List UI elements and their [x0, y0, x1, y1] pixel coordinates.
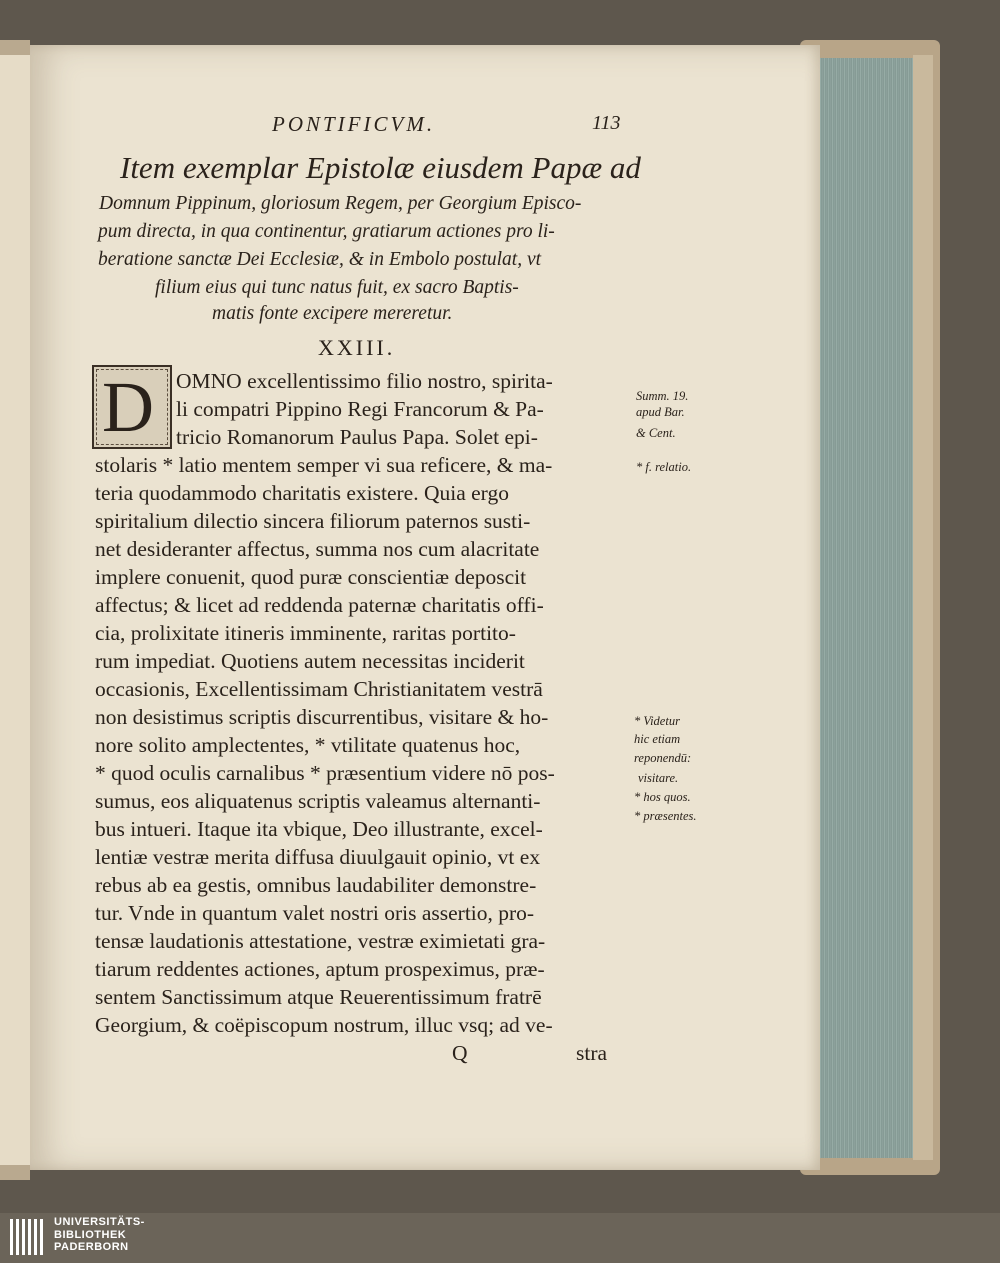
margin-note: apud Bar.	[636, 405, 685, 419]
page-number: 113	[592, 112, 621, 134]
signature-mark: Q	[452, 1041, 468, 1065]
library-footer	[0, 1213, 1000, 1263]
margin-note: & Cent.	[636, 426, 676, 440]
title-line-4: beratione sanctæ Dei Ecclesiæ, & in Embolo postulat, vt	[98, 249, 542, 270]
library-logo-icon	[10, 1219, 46, 1255]
body-line: rebus ab ea gestis, omnibus laudabiliter demonstre-	[95, 873, 537, 897]
margin-note: visitare.	[638, 771, 679, 785]
catchword: stra	[576, 1041, 608, 1065]
body-line: rum impediat. Quotiens autem necessitas inciderit	[95, 649, 525, 673]
initial-letter: D	[102, 367, 154, 447]
body-line: stolaris * latio mentem semper vi sua reficere, & ma-	[95, 453, 553, 477]
running-title: PONTIFICVM.	[272, 112, 436, 136]
body-line: net desideranter affectus, summa nos cum alacritate	[95, 537, 540, 561]
margin-note: * Videtur	[634, 714, 680, 728]
body-line: li compatri Pippino Regi Francorum & Pa-	[176, 397, 544, 421]
library-name	[54, 1216, 145, 1254]
body-line: spiritalium dilectio sincera filiorum paternos susti-	[95, 509, 531, 533]
library-name-line-2: BIBLIOTHEK	[54, 1228, 127, 1241]
page-edges	[808, 58, 916, 1158]
body-line: tiarum reddentes actiones, aptum prospeximus, præ-	[95, 957, 545, 981]
title-line-5: filium eius qui tunc natus fuit, ex sacro Baptis-	[155, 277, 519, 298]
body-line: affectus; & licet ad reddenda paternæ charitatis offi-	[95, 593, 544, 617]
title-line-6: matis fonte excipere mereretur.	[212, 303, 453, 324]
margin-note: hic etiam	[634, 732, 681, 746]
body-line: lentiæ vestræ merita diffusa diuulgauit opinio, vt ex	[95, 845, 541, 869]
body-line: non desistimus scriptis discurrentibus, visitare & ho-	[95, 705, 549, 729]
library-name-line-1: UNIVERSITÄTS-	[54, 1216, 145, 1228]
body-line: tensæ laudationis attestatione, vestræ eximietati gra-	[95, 929, 546, 953]
body-line: tricio Romanorum Paulus Papa. Solet epi-	[176, 425, 538, 449]
margin-note: * præsentes.	[634, 809, 697, 823]
body-line: tur. Vnde in quantum valet nostri oris assertio, pro-	[95, 901, 535, 925]
body-line: Georgium, & coëpiscopum nostrum, illuc vsq; ad ve-	[95, 1013, 553, 1037]
margin-note: * hos quos.	[634, 790, 691, 804]
body-line: occasionis, Excellentissimam Christianitatem vestrā	[95, 677, 543, 701]
body-line: OMNO excellentissimo filio nostro, spirita-	[176, 369, 553, 393]
body-line: sumus, eos aliquatenus scriptis valeamus alternanti-	[95, 789, 541, 813]
body-line: sentem Sanctissimum atque Reuerentissimum fratrē	[95, 985, 542, 1009]
body-line: implere conuenit, quod puræ conscientiæ deposcit	[95, 565, 527, 589]
body-line: nore solito amplectentes, * vtilitate quatenus hoc,	[95, 733, 521, 757]
margin-note: Summ. 19.	[636, 389, 689, 403]
chapter-number: XXIII.	[318, 335, 396, 360]
body-line: cia, prolixitate itineris imminente, raritas portito-	[95, 621, 516, 645]
title-line-2: Domnum Pippinum, gloriosum Regem, per Georgium Episco-	[99, 193, 582, 214]
title-line-1: Item exemplar Epistolæ eiusdem Papæ ad	[120, 150, 641, 185]
margin-note: reponendū:	[634, 751, 692, 765]
title-line-3: pum directa, in qua continentur, gratiarum actiones pro li-	[98, 221, 555, 242]
library-name-line-3: PADERBORN	[54, 1241, 129, 1253]
cover-rim	[913, 55, 933, 1160]
margin-note: * f. relatio.	[636, 460, 692, 474]
body-line: * quod oculis carnalibus * præsentium videre nō pos-	[95, 761, 555, 785]
decorated-initial	[92, 365, 172, 449]
body-line: teria quodammodo charitatis existere. Quia ergo	[95, 481, 509, 505]
body-line: bus intueri. Itaque ita vbique, Deo illustrante, excel-	[95, 817, 543, 841]
